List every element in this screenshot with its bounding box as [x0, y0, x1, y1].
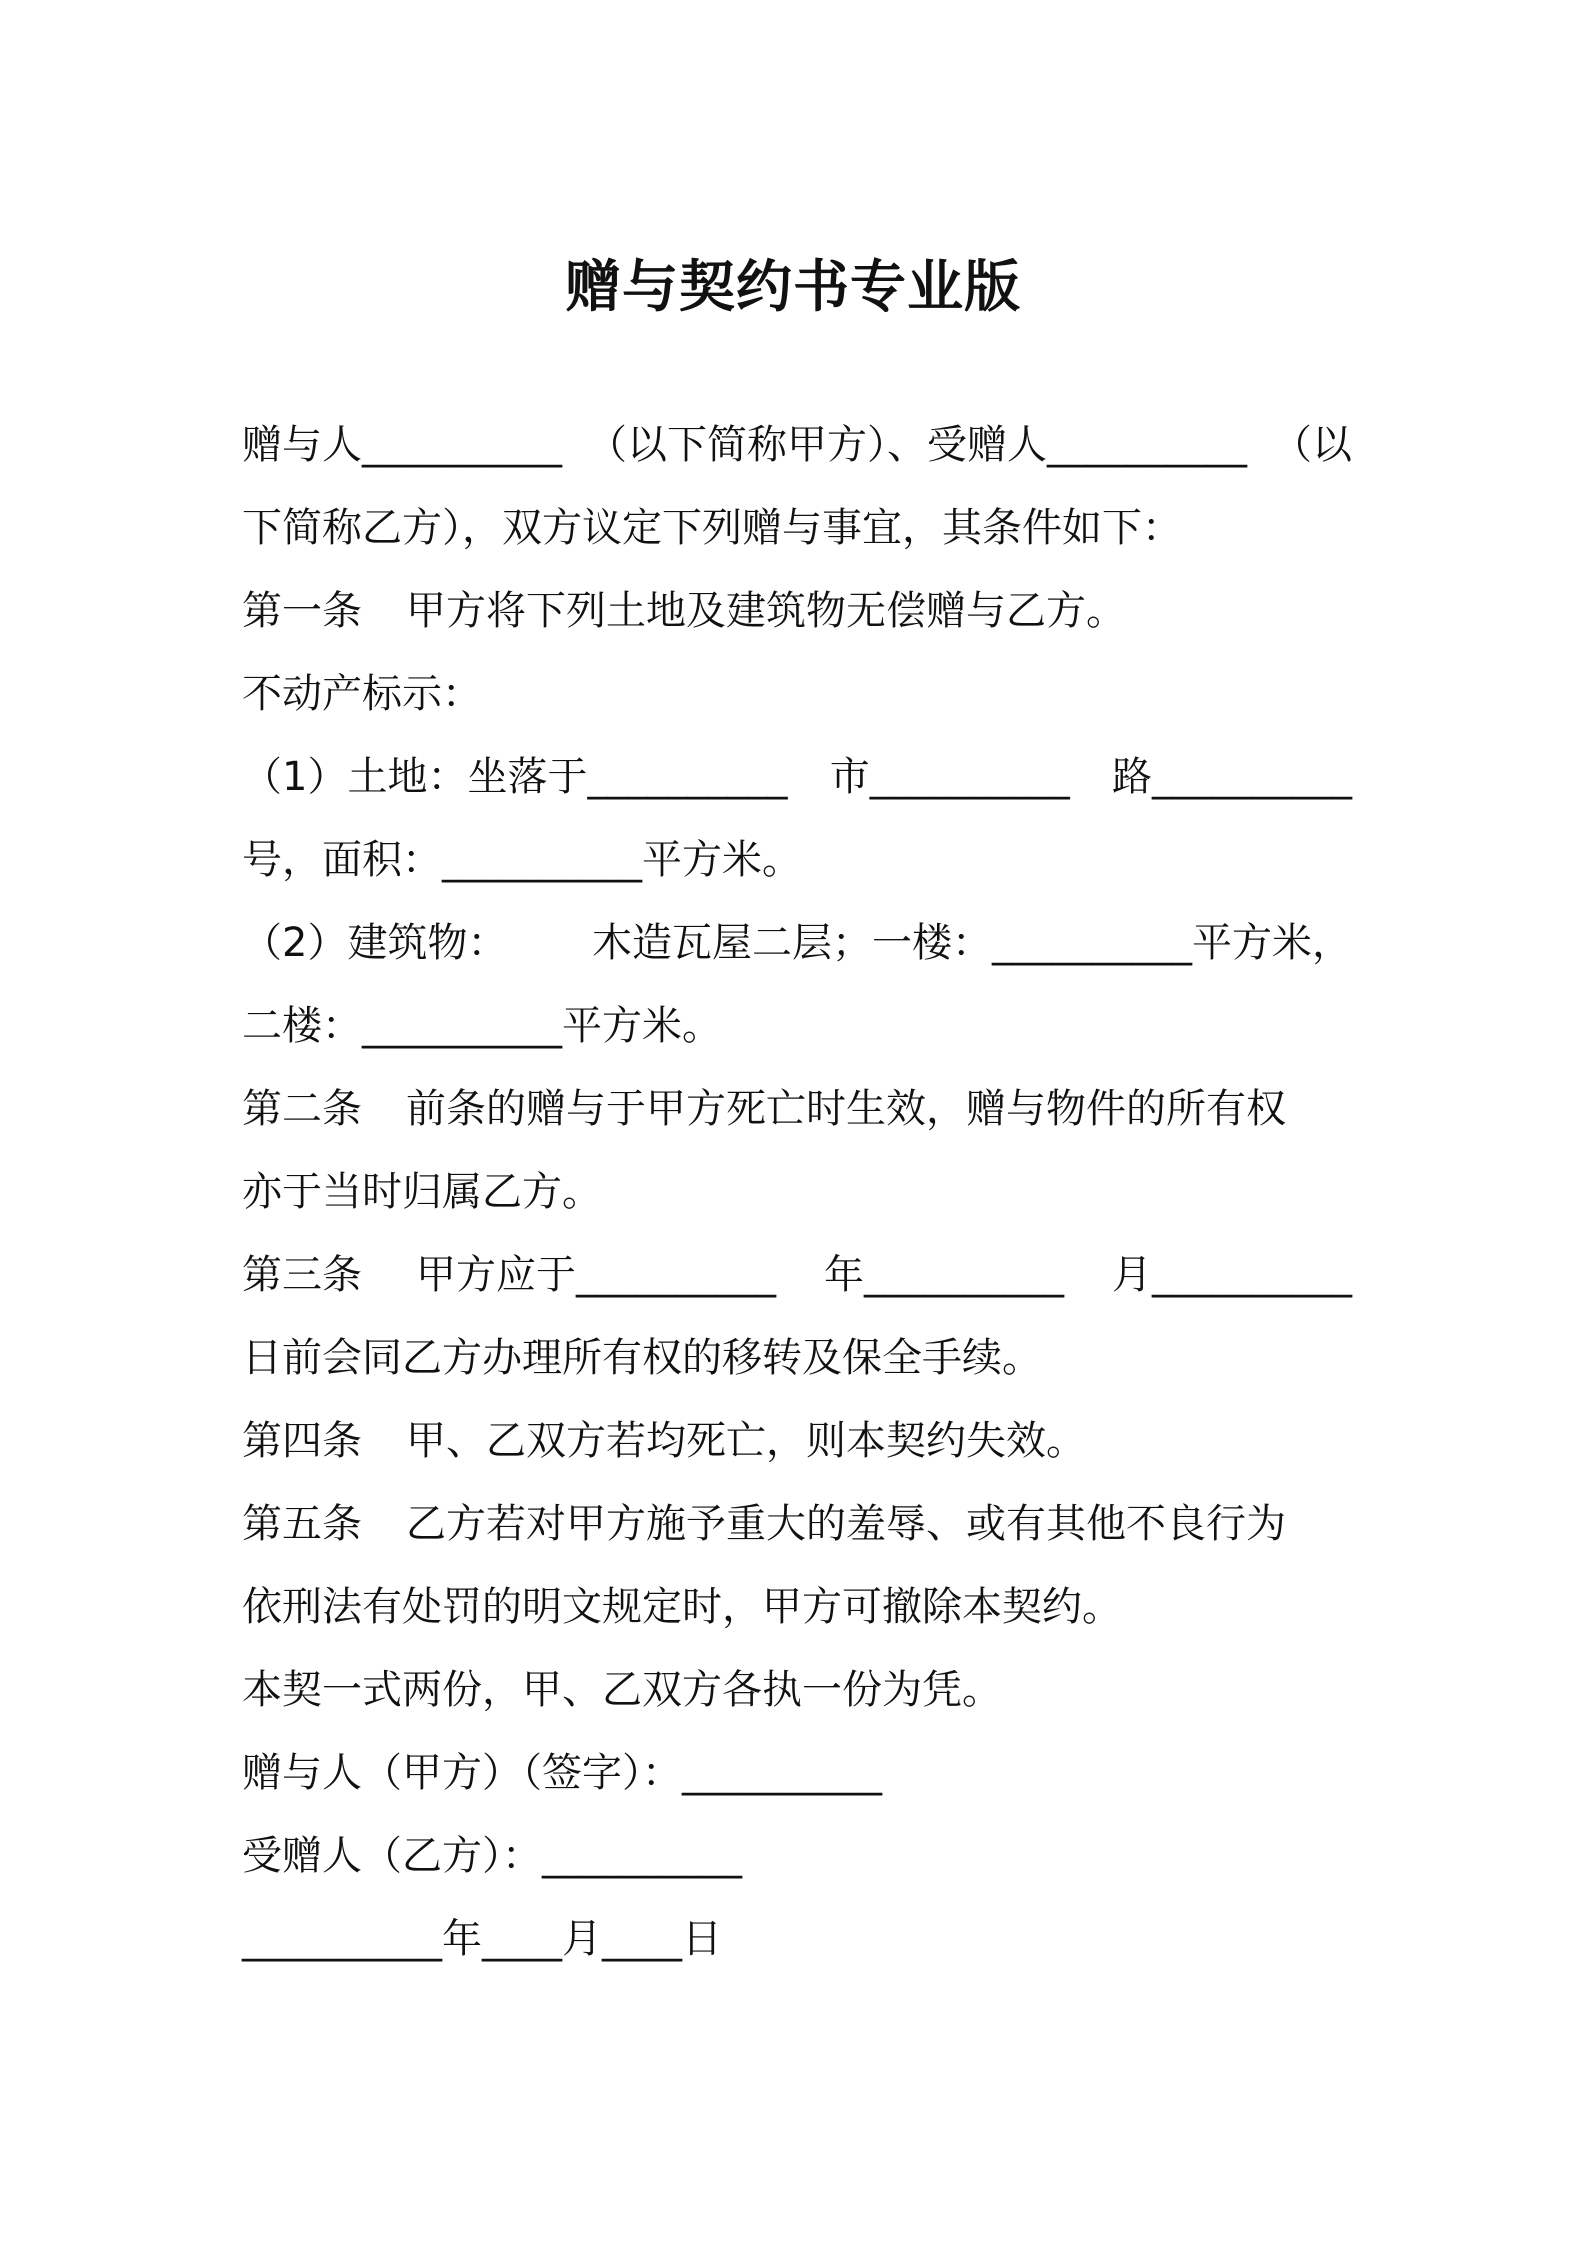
article-2-continued: 亦于当时归属乙方。 — [242, 1169, 602, 1215]
article-3-heading: 第三条 — [242, 1252, 362, 1298]
article-3 — [242, 1234, 1352, 1317]
land-line-2: 号，面积：__________平方米。 — [242, 837, 802, 883]
land-city-text: 市__________ — [829, 754, 1070, 800]
document-body — [242, 404, 1352, 1981]
land-location-text: （1）土地：坐落于__________ — [242, 754, 788, 800]
building-line-1 — [242, 902, 1352, 985]
article-5-text: 乙方若对甲方施予重大的羞辱、或有其他不良行为 — [406, 1501, 1286, 1547]
document-title: 赠与契约书专业版 — [565, 255, 1021, 320]
intro-line-1-tail: （以 — [1272, 422, 1352, 468]
article-3-year-text: 年__________ — [824, 1252, 1064, 1298]
article-1-heading: 第一条 — [242, 588, 362, 634]
real-estate-label: 不动产标示： — [242, 671, 482, 717]
article-5-continued: 依刑法有处罚的明文规定时，甲方可撤除本契约。 — [242, 1584, 1122, 1630]
building-desc: 木造瓦屋二层；一楼：__________平方米， — [592, 920, 1352, 966]
article-2-heading: 第二条 — [242, 1086, 362, 1132]
article-5-heading: 第五条 — [242, 1501, 362, 1547]
article-1-text: 甲方将下列土地及建筑物无偿赠与乙方。 — [406, 588, 1126, 634]
article-4-heading: 第四条 — [242, 1418, 362, 1464]
donee-signature-line: 受赠人（乙方）：__________ — [242, 1833, 742, 1879]
article-5 — [242, 1483, 1352, 1566]
building-label: （2）建筑物： — [242, 920, 508, 966]
donor-signature-line: 赠与人（甲方）（签字）：__________ — [242, 1750, 882, 1796]
donor-blank-text: 赠与人__________ — [242, 422, 562, 468]
land-line-1 — [242, 736, 1352, 819]
intro-line-2: 下简称乙方），双方议定下列赠与事宜，其条件如下： — [242, 505, 1182, 551]
land-road-text: 路__________ — [1111, 754, 1352, 800]
copies-clause: 本契一式两份，甲、乙双方各执一份为凭。 — [242, 1667, 1002, 1713]
article-4-text: 甲、乙双方若均死亡，则本契约失效。 — [406, 1418, 1086, 1464]
article-2 — [242, 1068, 1352, 1151]
article-3-month-text: 月__________ — [1112, 1252, 1352, 1298]
article-1 — [242, 570, 1352, 653]
donee-blank-text: （以下简称甲方）、受赠人__________ — [587, 422, 1247, 468]
building-line-2: 二楼：__________平方米。 — [242, 1003, 722, 1049]
article-4 — [242, 1400, 1352, 1483]
date-line: __________年____月____日 — [242, 1916, 722, 1962]
article-3-continued: 日前会同乙方办理所有权的移转及保全手续。 — [242, 1335, 1042, 1381]
intro-line-1 — [242, 404, 1352, 487]
article-3-date-text: 甲方应于__________ — [416, 1252, 776, 1298]
article-3-heading-wrap — [242, 1234, 776, 1317]
article-2-text: 前条的赠与于甲方死亡时生效，赠与物件的所有权 — [406, 1086, 1286, 1132]
